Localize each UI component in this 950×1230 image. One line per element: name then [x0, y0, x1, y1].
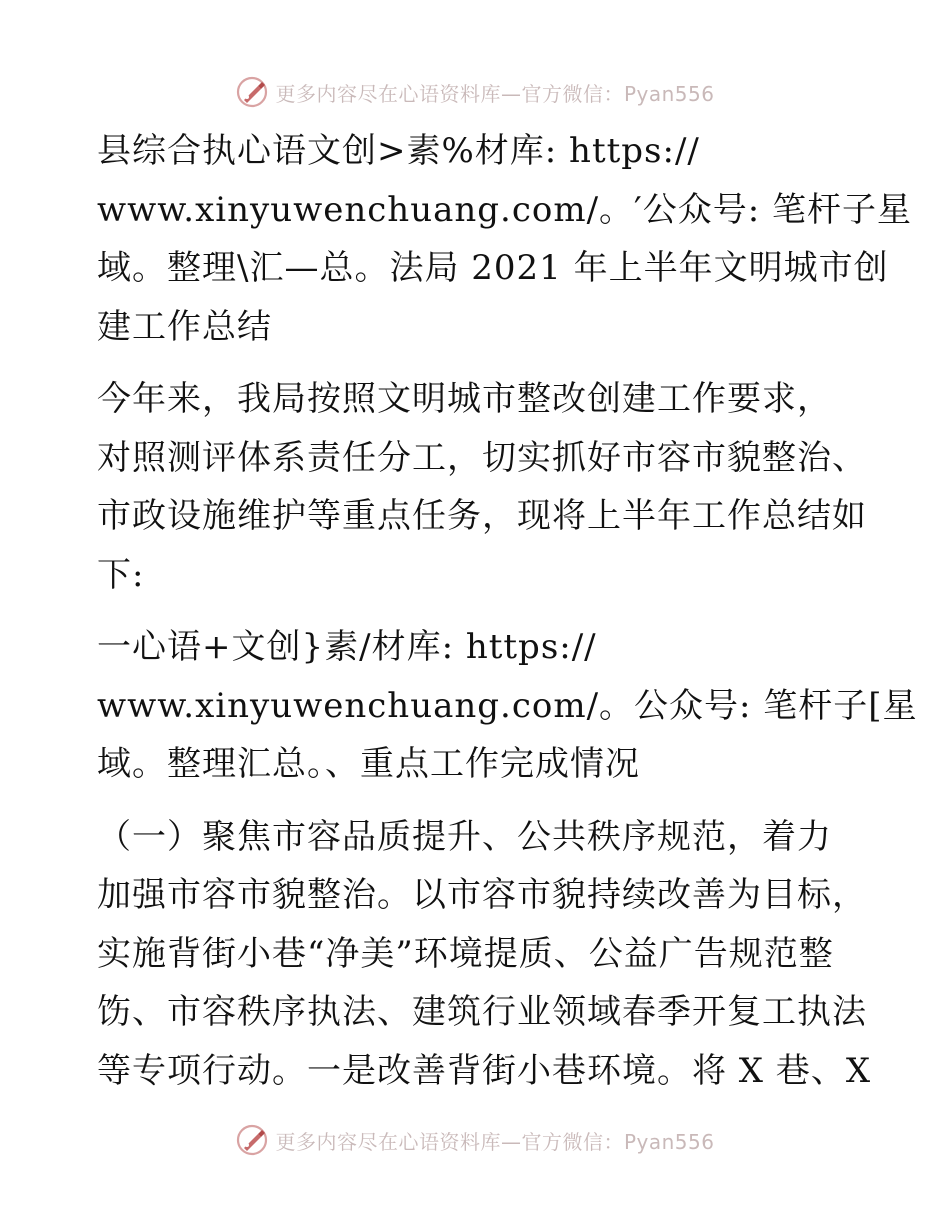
- pen-nib-logo-icon: [235, 1123, 269, 1157]
- paragraph-title: [97, 122, 913, 356]
- text-line: （一）聚焦市容品质提升、公共秩序规范，着力: [97, 816, 832, 857]
- text-line: www.xinyuwenchuang.com/。公众号: 笔杆子[星: [97, 685, 918, 726]
- paragraph-intro: [97, 370, 867, 604]
- text-line: 饬、市容秩序执法、建筑行业领域春季开复工执法: [97, 992, 867, 1032]
- text-line: www.xinyuwenchuang.com/。′公众号: 笔杆子星: [97, 189, 913, 230]
- text-line: 域。整理汇总。、重点工作完成情况: [97, 744, 640, 784]
- text-line: 建工作总结: [97, 306, 272, 347]
- text-line: 域。整理\汇—总。法局 2021 年上半年文明城市创: [97, 248, 889, 288]
- text-line: 市政设施维护等重点任务，现将上半年工作总结如: [97, 496, 867, 536]
- text-line: 今年来，我局按照文明城市整改创建工作要求，: [97, 379, 832, 419]
- text-line: 等专项行动。一是改善背街小巷环境。将 X 巷、X: [97, 1050, 872, 1091]
- text-line: 加强市容市貌整治。以市容市貌持续改善为目标，: [97, 875, 867, 915]
- watermark-text: 更多内容尽在心语资料库—官方微信：Pyan556: [275, 1129, 715, 1154]
- document-body: [97, 122, 918, 1100]
- footer-watermark: [0, 1118, 950, 1162]
- paragraph-item-one: [97, 808, 872, 1101]
- text-line: 实施背街小巷“净美”环境提质、公益广告规范整: [97, 933, 834, 974]
- header-watermark: [0, 70, 950, 114]
- watermark-text: 更多内容尽在心语资料库—官方微信：Pyan556: [275, 81, 715, 106]
- text-line: 下:: [97, 554, 145, 595]
- paragraph-section-heading: [97, 618, 918, 794]
- text-line: 县综合执心语文创>素%材库: https://: [97, 131, 700, 171]
- text-line: 对照测评体系责任分工，切实抓好市容市貌整治、: [97, 437, 867, 478]
- pen-nib-logo-icon: [235, 75, 269, 109]
- text-line: 一心语+文创}素/材库: https://: [97, 627, 597, 667]
